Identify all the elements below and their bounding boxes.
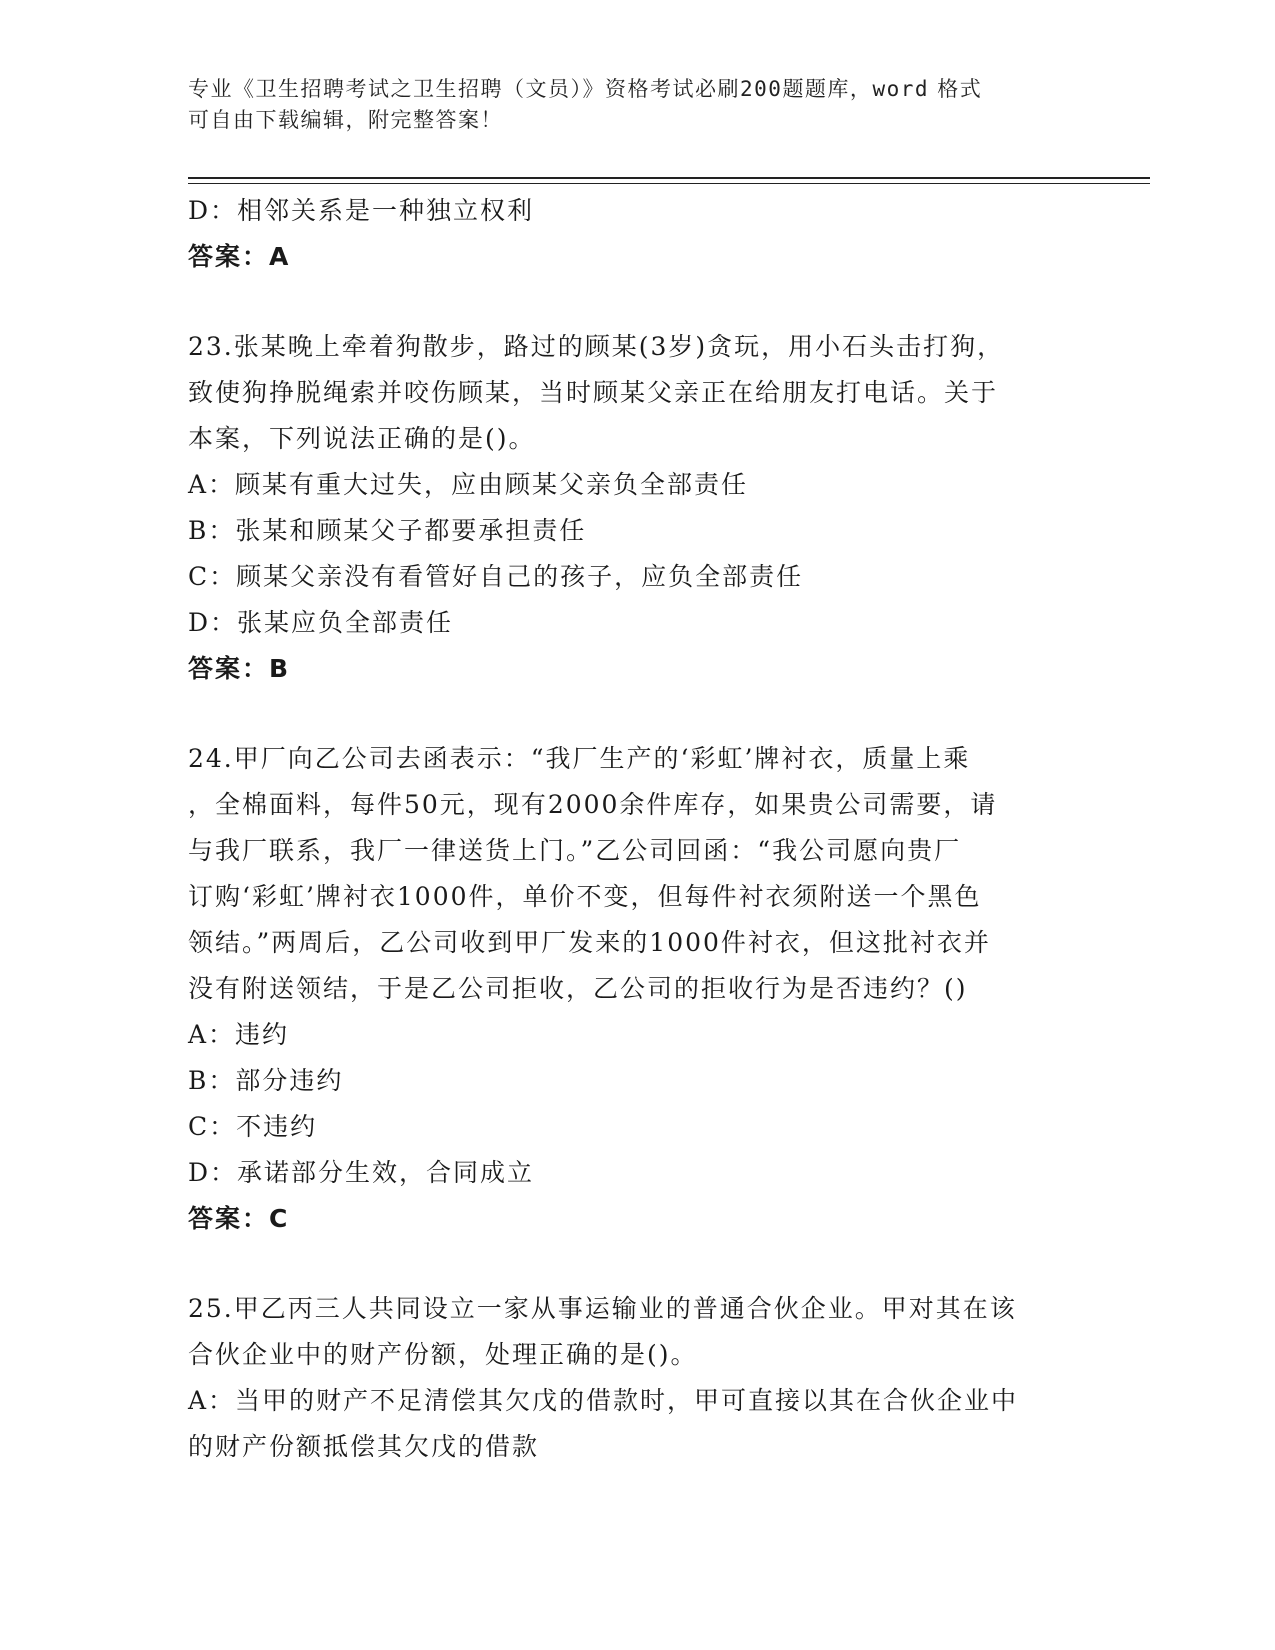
question-line: 领结。”两周后，乙公司收到甲厂发来的1000件衬衣，但这批衬衣并 xyxy=(188,928,991,957)
answer-line: 答案：B xyxy=(188,654,291,683)
header-text: 题题库， xyxy=(782,77,873,101)
question-line: 本案，下列说法正确的是()。 xyxy=(188,424,536,453)
block-spacer xyxy=(188,280,1088,324)
question-content xyxy=(188,188,1088,1470)
header-line-2: 可自由下载编辑，附完整答案！ xyxy=(188,108,503,132)
header-line-1 xyxy=(188,74,1088,105)
question-block xyxy=(188,188,1088,280)
document-header xyxy=(188,74,1088,136)
question-line: D：张某应负全部责任 xyxy=(188,608,454,637)
header-text: 专业《卫生招聘考试之卫生招聘（文员）》资格考试必刷 xyxy=(188,77,740,101)
question-line: 的财产份额抵偿其欠戊的借款 xyxy=(188,1432,540,1461)
question-line: C：不违约 xyxy=(188,1112,318,1141)
question-line: C：顾某父亲没有看管好自己的孩子，应负全部责任 xyxy=(188,562,804,591)
question-line: 23.张某晚上牵着狗散步，路过的顾某(3岁)贪玩，用小石头击打狗， xyxy=(188,332,1005,361)
question-line: 25.甲乙丙三人共同设立一家从事运输业的普通合伙企业。甲对其在该 xyxy=(188,1294,1017,1323)
question-line: D：相邻关系是一种独立权利 xyxy=(188,196,535,225)
question-line: 致使狗挣脱绳索并咬伤顾某，当时顾某父亲正在给朋友打电话。关于 xyxy=(188,378,999,407)
question-line: ，全棉面料，每件50元，现有2000余件库存，如果贵公司需要，请 xyxy=(188,790,998,819)
header-word: word xyxy=(872,77,930,101)
block-spacer xyxy=(188,1242,1088,1286)
header-rule-thick xyxy=(188,177,1150,179)
question-block xyxy=(188,1286,1088,1470)
header-number: 200 xyxy=(740,77,783,101)
question-line: D：承诺部分生效，合同成立 xyxy=(188,1158,535,1187)
answer-line: 答案：A xyxy=(188,242,291,271)
question-block xyxy=(188,324,1088,692)
question-line: B：张某和顾某父子都要承担责任 xyxy=(188,516,587,545)
question-line: 订购‘彩虹’牌衬衣1000件，单价不变，但每件衬衣须附送一个黑色 xyxy=(188,882,982,911)
question-line: B：部分违约 xyxy=(188,1066,344,1095)
question-block xyxy=(188,736,1088,1242)
question-line: 与我厂联系，我厂一律送货上门。”乙公司回函：“我公司愿向贵厂 xyxy=(188,836,962,865)
question-line: 合伙企业中的财产份额，处理正确的是()。 xyxy=(188,1340,698,1369)
question-line: A：当甲的财产不足清偿其欠戊的借款时，甲可直接以其在合伙企业中 xyxy=(188,1386,1019,1415)
header-rule-thin xyxy=(188,183,1150,184)
header-text: 格式 xyxy=(937,77,983,101)
question-line: 24.甲厂向乙公司去函表示：“我厂生产的‘彩虹’牌衬衣，质量上乘 xyxy=(188,744,971,773)
question-line: 没有附送领结，于是乙公司拒收，乙公司的拒收行为是否违约？() xyxy=(188,974,968,1003)
question-line: A：违约 xyxy=(188,1020,290,1049)
question-line: A：顾某有重大过失，应由顾某父亲负全部责任 xyxy=(188,470,749,499)
block-spacer xyxy=(188,692,1088,736)
answer-line: 答案：C xyxy=(188,1204,290,1233)
